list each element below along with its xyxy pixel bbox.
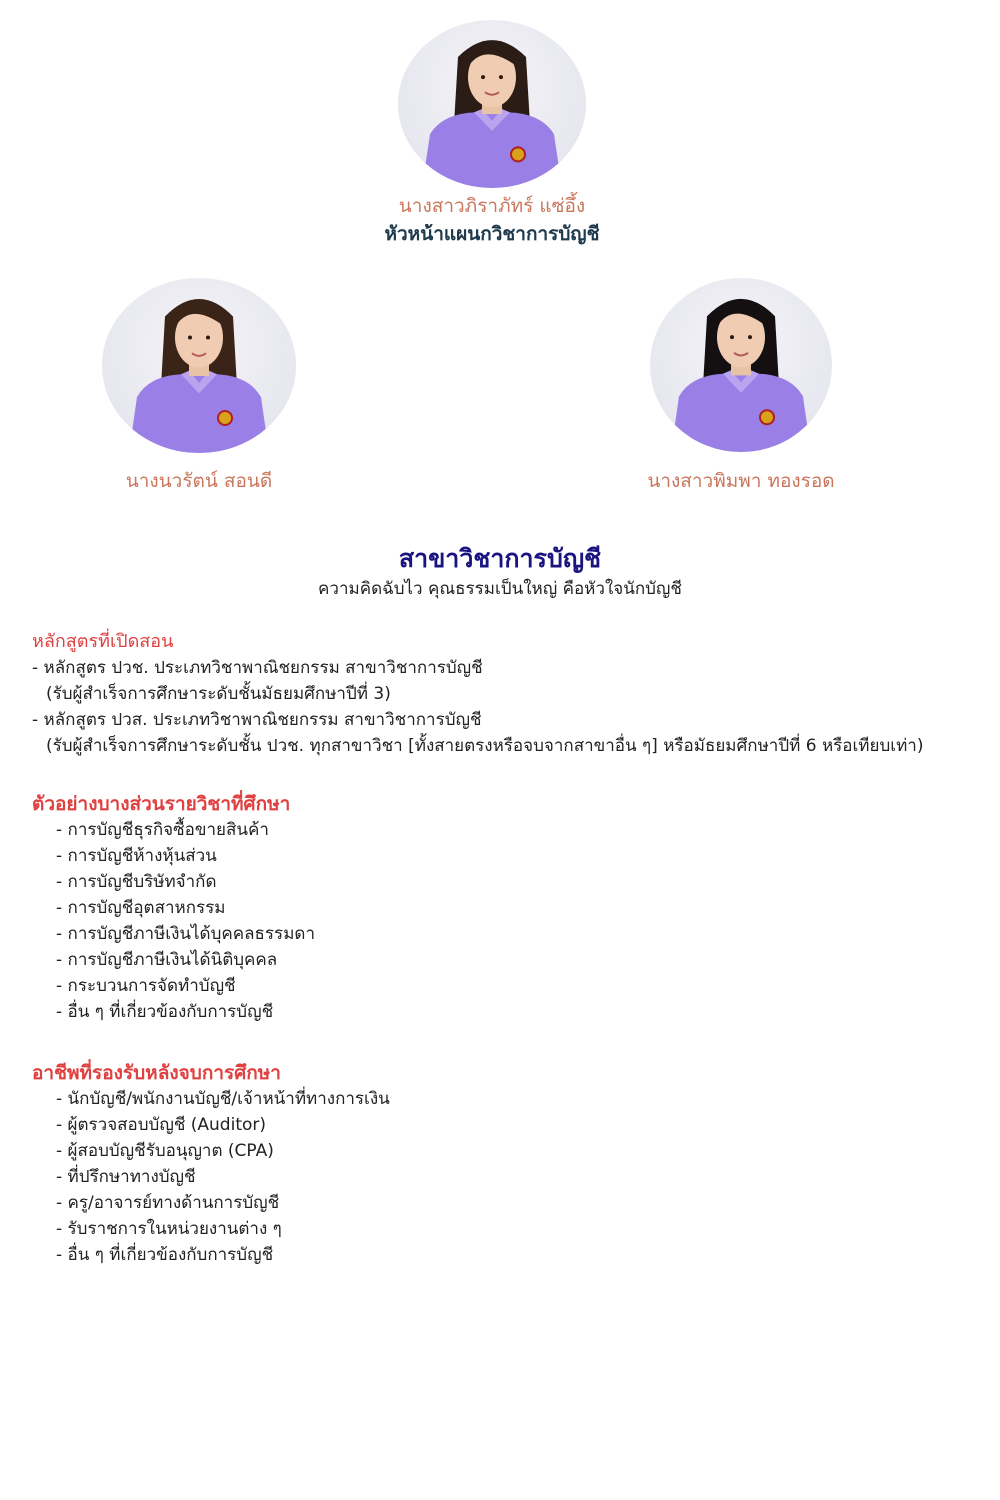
subject-item: - กระบวนการจัดทำบัญชี <box>56 976 236 996</box>
subject-item: - การบัญชีบริษัทจำกัด <box>56 872 217 892</box>
career-item: - ผู้ตรวจสอบบัญชี (Auditor) <box>56 1115 267 1135</box>
course-item: - หลักสูตร ปวส. ประเภทวิชาพาณิชยกรรม สาขาวิชาการบัญชี <box>32 710 482 730</box>
subject-item: - อื่น ๆ ที่เกี่ยวข้องกับการบัญชี <box>56 1002 274 1022</box>
portrait-icon <box>650 278 832 452</box>
staff-name-left: นางนวรัตน์ สอนดี <box>125 470 273 492</box>
course-note: (รับผู้สำเร็จการศึกษาระดับชั้น ปวช. ทุกสาขาวิชา [ทั้งสายตรงหรือจบจากสาขาอื่น ๆ] หรือมัธยมศึกษาปีที่ 6 หรือเทียบเท่า) <box>46 736 924 756</box>
course-note: (รับผู้สำเร็จการศึกษาระดับชั้นมัธยมศึกษาปีที่ 3) <box>46 684 391 704</box>
career-item: - ครู/อาจารย์ทางด้านการบัญชี <box>56 1193 280 1213</box>
subject-item: - การบัญชีอุตสาหกรรม <box>56 898 226 918</box>
subject-item: - การบัญชีภาษีเงินได้นิติบุคคล <box>56 950 278 970</box>
staff-portrait-right <box>650 278 832 452</box>
career-item: - รับราชการในหน่วยงานต่าง ๆ <box>56 1219 282 1239</box>
careers-heading: อาชีพที่รองรับหลังจบการศึกษา <box>32 1062 281 1084</box>
career-item: - นักบัญชี/พนักงานบัญชี/เจ้าหน้าที่ทางการเงิน <box>56 1089 390 1109</box>
department-slogan: ความคิดฉับไว คุณธรรมเป็นใหญ่ คือหัวใจนักบัญชี <box>318 579 682 599</box>
career-item: - อื่น ๆ ที่เกี่ยวข้องกับการบัญชี <box>56 1245 274 1265</box>
portrait-icon <box>102 278 296 453</box>
portrait-icon <box>398 20 586 188</box>
department-title: สาขาวิชาการบัญชี <box>398 544 602 573</box>
head-name: นางสาวภิราภัทร์ แซ่อึ้ง <box>398 195 586 217</box>
subject-item: - การบัญชีธุรกิจซื้อขายสินค้า <box>56 820 269 840</box>
staff-name-right: นางสาวพิมพา ทองรอด <box>647 470 835 492</box>
subjects-heading: ตัวอย่างบางส่วนรายวิชาที่ศึกษา <box>32 793 291 815</box>
staff-portrait-left <box>102 278 296 453</box>
courses-section <box>32 629 982 759</box>
career-item: - ผู้สอบบัญชีรับอนุญาต (CPA) <box>56 1141 274 1161</box>
head-portrait <box>398 20 586 188</box>
subjects-section <box>32 791 982 1025</box>
subject-item: - การบัญชีห้างหุ้นส่วน <box>56 846 217 866</box>
courses-heading: หลักสูตรที่เปิดสอน <box>32 631 174 652</box>
careers-list <box>32 1086 982 1268</box>
head-role: หัวหน้าแผนกวิชาการบัญชี <box>384 223 600 245</box>
subject-item: - การบัญชีภาษีเงินได้บุคคลธรรมดา <box>56 924 315 944</box>
careers-section <box>32 1060 982 1268</box>
subjects-list <box>32 817 982 1025</box>
course-item: - หลักสูตร ปวช. ประเภทวิชาพาณิชยกรรม สาขาวิชาการบัญชี <box>32 658 483 678</box>
career-item: - ที่ปรึกษาทางบัญชี <box>56 1167 196 1187</box>
